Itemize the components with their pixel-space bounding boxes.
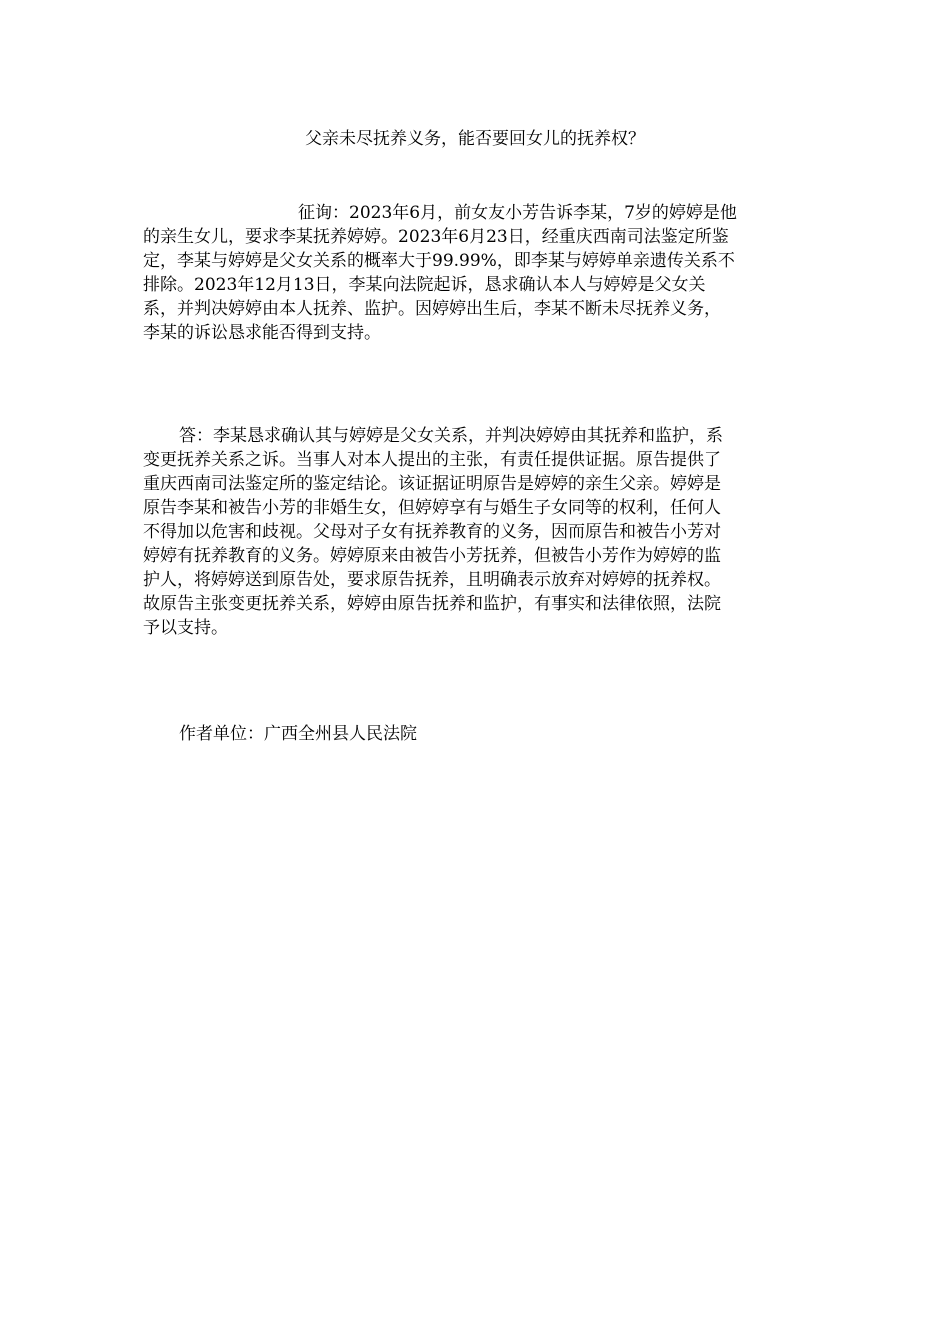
question-line: 排除。2023年12月13日，李某向法院起诉，恳求确认本人与婷婷是父女关 bbox=[143, 275, 706, 295]
question-line: 定，李某与婷婷是父女关系的概率大于99.99%，即李某与婷婷单亲遗传关系不 bbox=[143, 251, 735, 271]
document-title: 父亲未尽抚养义务，能否要回女儿的抚养权？ bbox=[305, 129, 645, 149]
answer-line: 婷婷有抚养教育的义务。婷婷原来由被告小芳抚养，但被告小芳作为婷婷的监 bbox=[143, 546, 721, 566]
answer-line: 重庆西南司法鉴定所的鉴定结论。该证据证明原告是婷婷的亲生父亲。婷婷是 bbox=[143, 474, 721, 494]
question-line: 的亲生女儿，要求李某抚养婷婷。2023年6月23日，经重庆西南司法鉴定所鉴 bbox=[143, 227, 729, 247]
question-line: 征询：2023年6月，前女友小芳告诉李某，7岁的婷婷是他 bbox=[298, 203, 737, 223]
question-line: 系，并判决婷婷由本人抚养、监护。因婷婷出生后，李某不断未尽抚养义务， bbox=[143, 299, 721, 319]
question-line: 李某的诉讼恳求能否得到支持。 bbox=[143, 323, 381, 343]
answer-line: 故原告主张变更抚养关系，婷婷由原告抚养和监护，有事实和法律依照，法院 bbox=[143, 594, 721, 614]
answer-line: 予以支持。 bbox=[143, 618, 228, 638]
answer-paragraph bbox=[143, 424, 807, 640]
answer-line: 变更抚养关系之诉。当事人对本人提出的主张，有责任提供证据。原告提供了 bbox=[143, 450, 721, 470]
author-paragraph bbox=[143, 722, 807, 746]
question-paragraph bbox=[143, 201, 807, 345]
answer-line: 原告李某和被告小芳的非婚生女，但婷婷享有与婚生子女同等的权利，任何人 bbox=[143, 498, 721, 518]
answer-line: 不得加以危害和歧视。父母对子女有抚养教育的义务，因而原告和被告小芳对 bbox=[143, 522, 721, 542]
answer-line: 答：李某恳求确认其与婷婷是父女关系，并判决婷婷由其抚养和监护，系 bbox=[179, 426, 723, 446]
author-affiliation: 作者单位：广西全州县人民法院 bbox=[179, 724, 417, 744]
answer-line: 护人，将婷婷送到原告处，要求原告抚养，且明确表示放弃对婷婷的抚养权。 bbox=[143, 570, 721, 590]
